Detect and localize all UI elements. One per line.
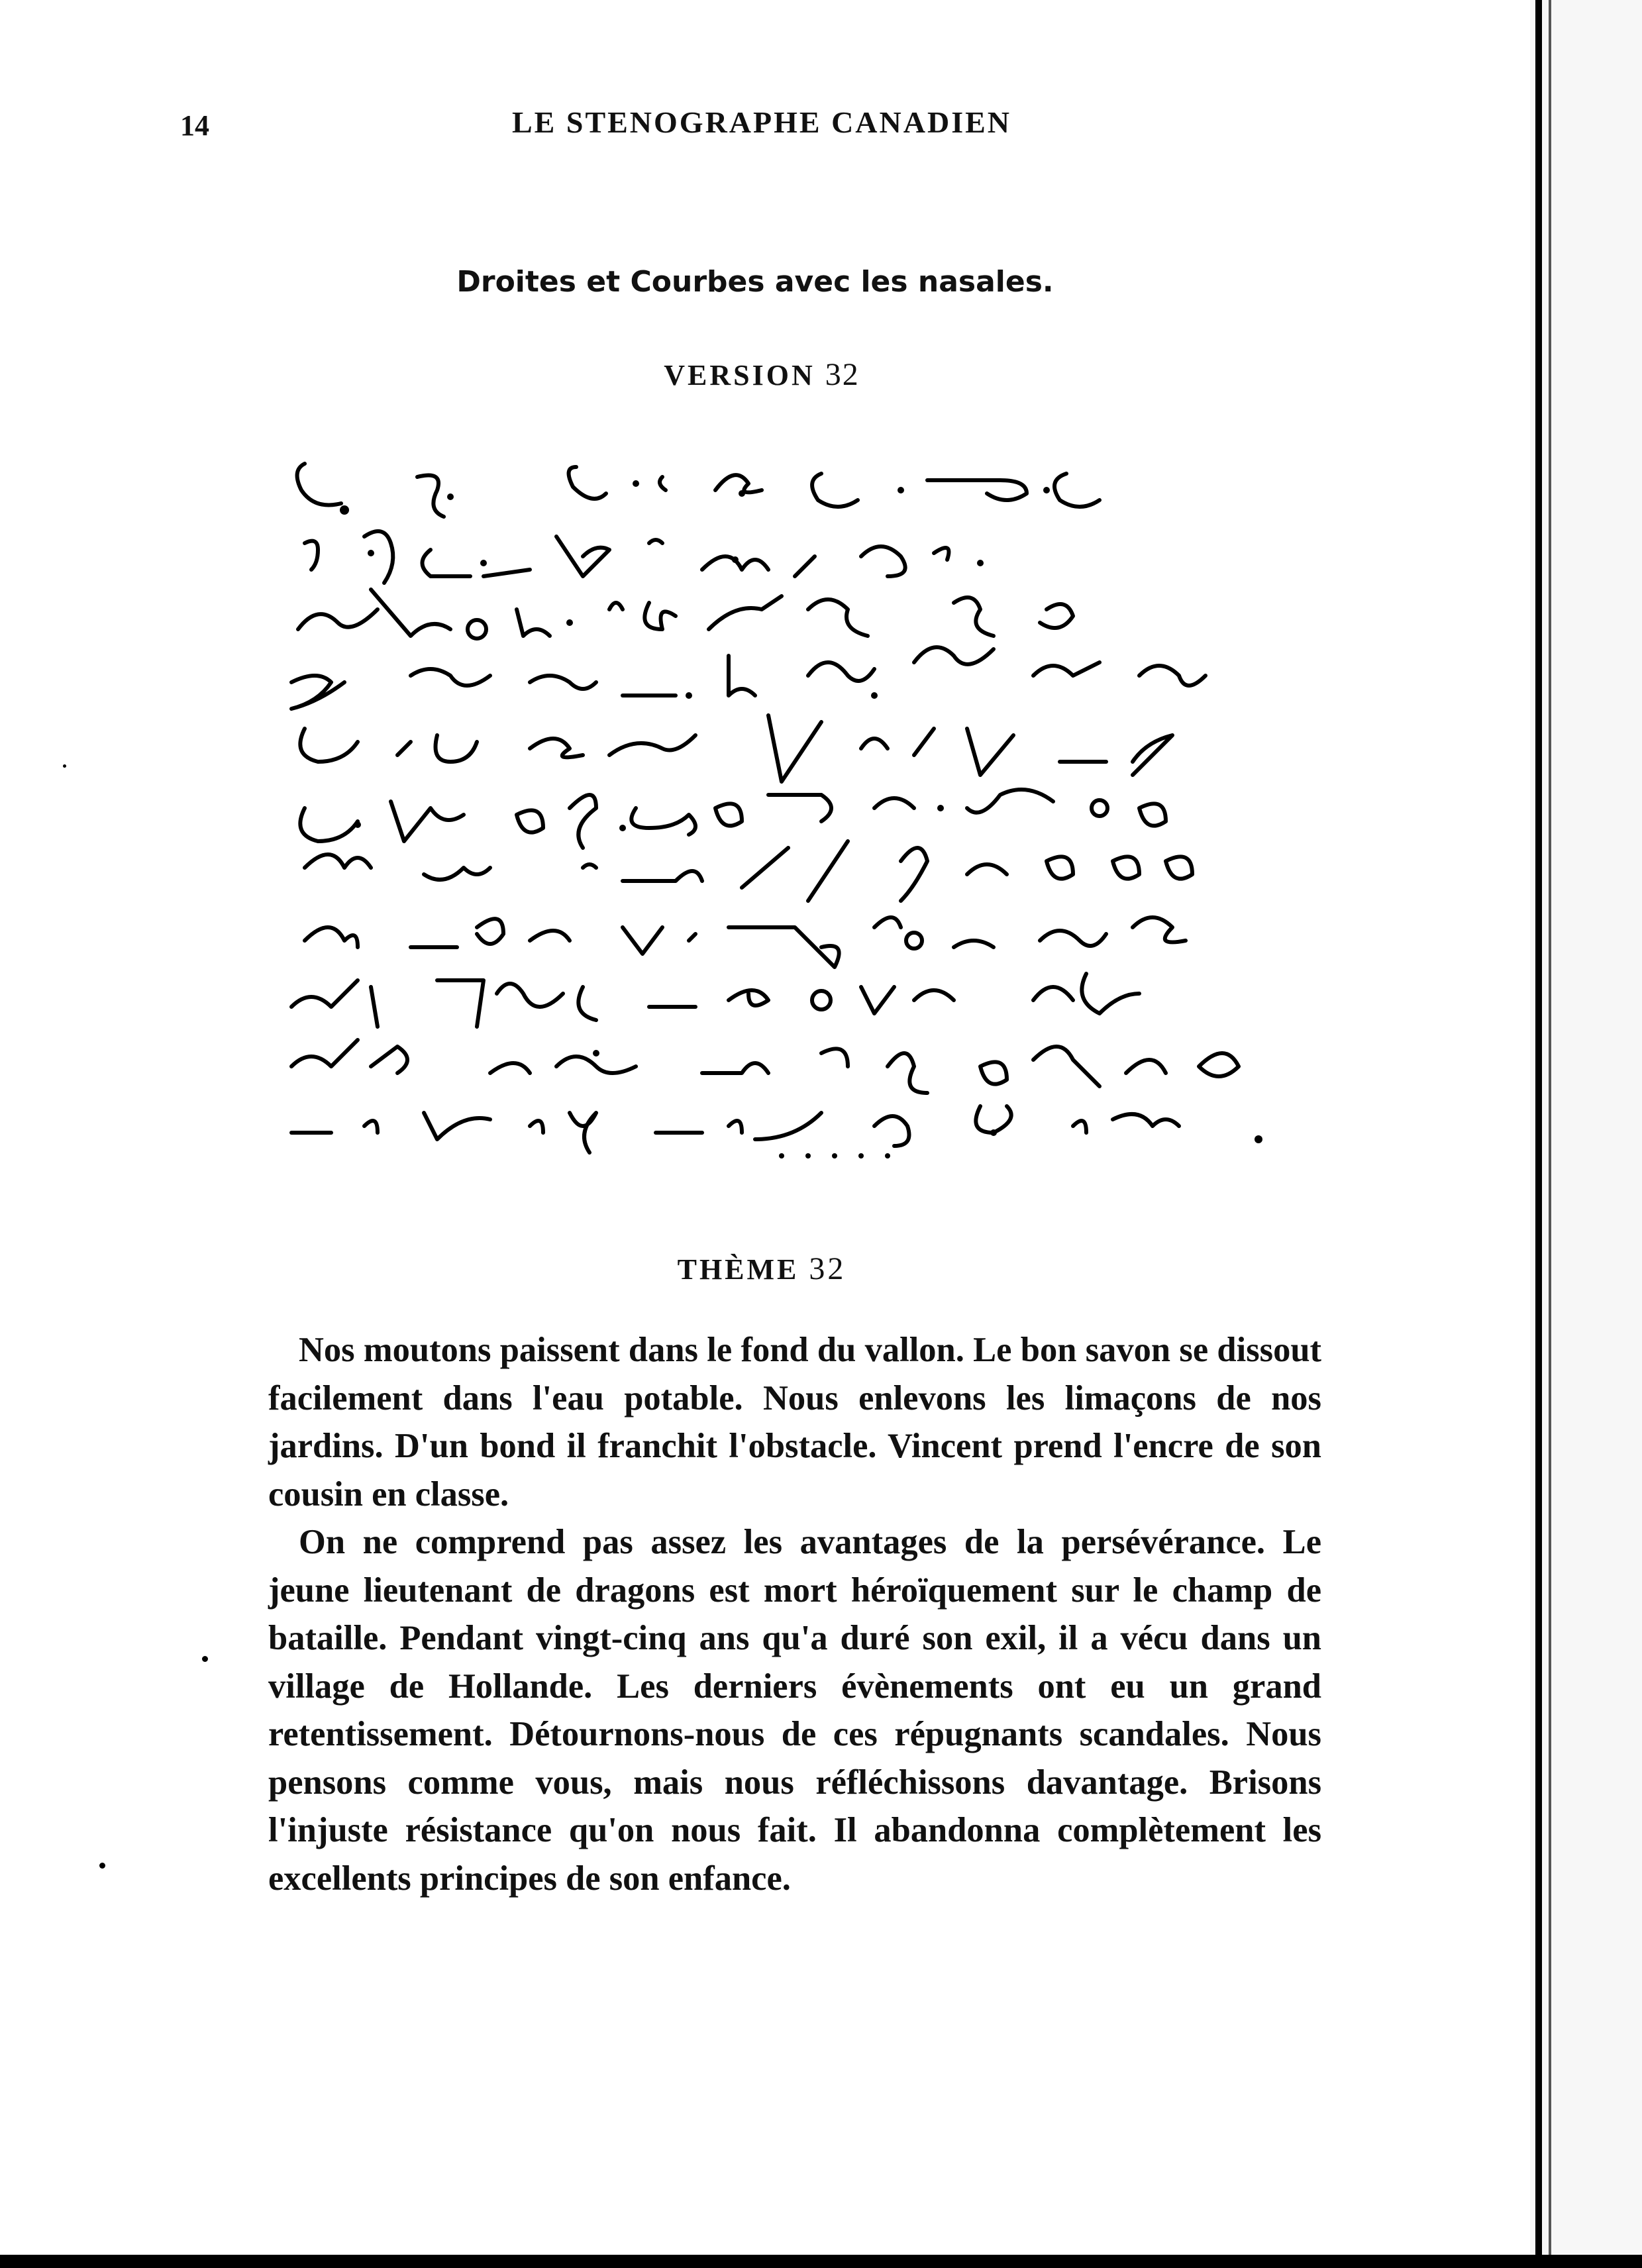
paragraph-2-text: On ne comprend pas assez les avantages de la persévérance. Le jeune lieutenant de dragons est mort héroïquement sur le champ de bataille. Pendant vingt-cinq ans qu'a duré son exil, il a vécu dans un village de Hollande. Les derniers évènements ont eu un grand retentissement. Détournons-nous de ces répugnants scandales. Nous pensons comme vous, mais nous réfléchissons davantage. Brisons l'injuste résistance qu'on nous fait. Il abandonna complètement les excellents principes de son enfance. <box>268 1523 1321 1898</box>
scan-speck <box>99 1863 105 1869</box>
scan-speck <box>202 1656 208 1662</box>
theme-label: THÈME <box>677 1253 799 1286</box>
running-title: LE STENOGRAPHE CANADIEN <box>512 105 1011 139</box>
paragraph-1-text: Nos moutons paissent dans le fond du vallon. Le bon savon se dissout facilement dans l'eau potable. Nous enlevons les limaçons de nos jardins. D'un bond il franchit l'obstacle. Vincent prend l'encre de son cousin en classe. <box>268 1331 1321 1514</box>
scan-right-margin <box>1530 0 1642 2268</box>
theme-paragraph-1 <box>268 1326 1321 1518</box>
scan-bottom-edge <box>0 2255 1642 2268</box>
theme-number: 32 <box>809 1251 847 1286</box>
shorthand-exercise-image <box>278 437 1311 1179</box>
version-heading <box>397 356 1126 393</box>
theme-heading <box>397 1251 1126 1287</box>
scan-edge-line-thin <box>1549 0 1551 2268</box>
theme-paragraph-2 <box>268 1518 1321 1902</box>
version-label: VERSION <box>664 359 815 391</box>
version-number: 32 <box>825 357 860 392</box>
scan-speck <box>63 764 66 768</box>
section-title: Droites et Courbes avec les nasales. <box>456 265 1054 299</box>
scan-edge-line <box>1535 0 1542 2268</box>
page-number: 14 <box>180 109 209 142</box>
